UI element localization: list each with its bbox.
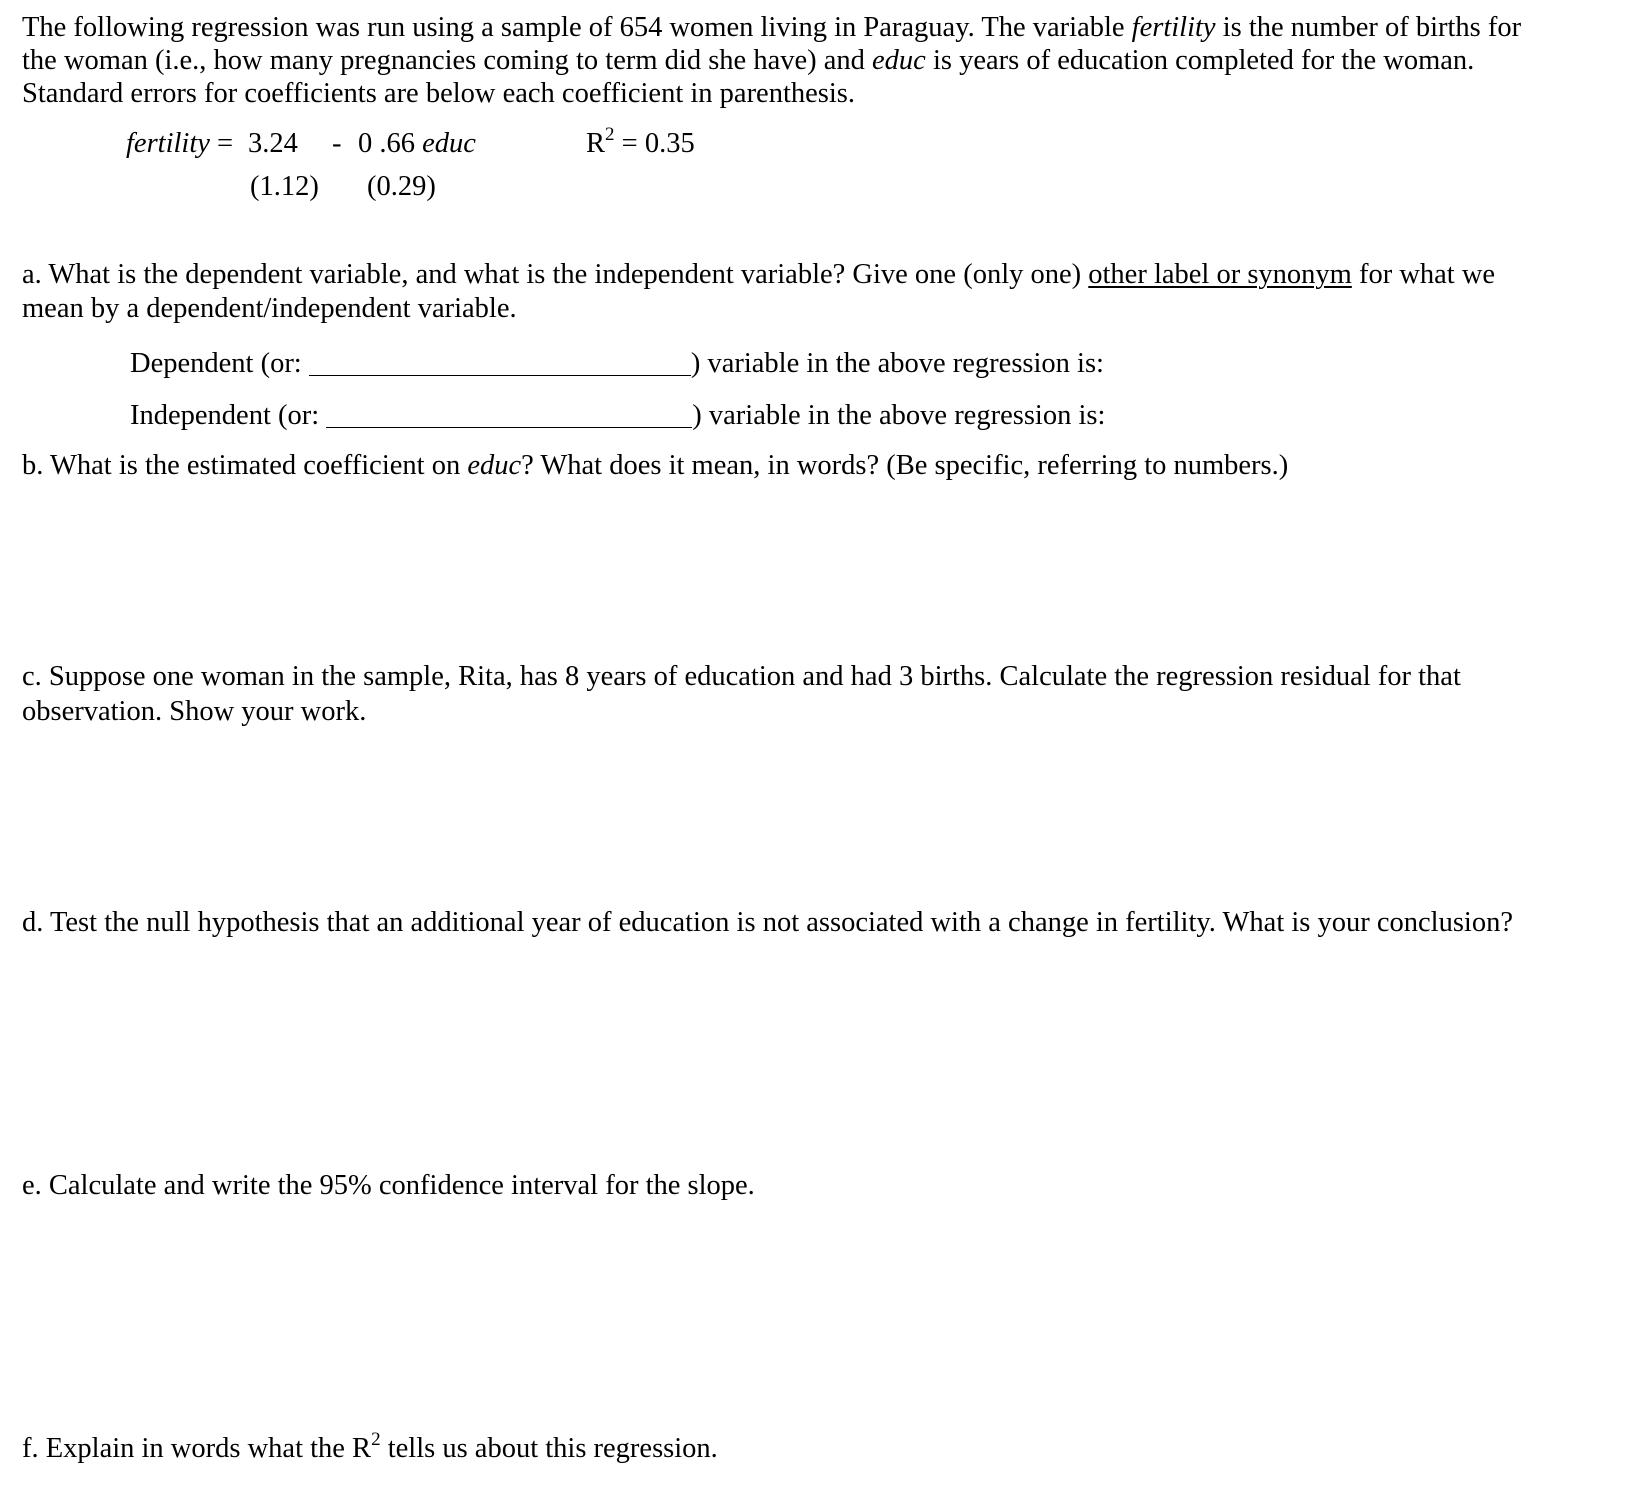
dependent-line: Dependent (or: ) variable in the above regression is: [130,348,1104,379]
question-d: d. Test the null hypothesis that an additional year of education is not associated with a change in fertility. What is your conclusion? [22,907,1513,938]
equation-r-squared: $R^2 = 0.35$ [586,123,695,159]
equation-intercept: 3.24 [248,128,298,159]
question-a-line-2: mean by a dependent/independent variable. [22,293,517,324]
independent-line: Independent (or: ) variable in the above regression is: [130,400,1106,431]
dependent-blank[interactable] [309,349,691,376]
question-f: f. Explain in words what the $R^2$ tells us about this regression. [22,1428,718,1464]
question-a-line-1: a. What is the dependent variable, and what is the independent variable? Give one (only one) other label or synonym for what we [22,259,1496,290]
equation-slope: 0 .66 educ [358,128,476,159]
question-e: e. Calculate and write the 95% confidence interval for the slope. [22,1170,755,1201]
equation-se-intercept: (1.12) [250,171,319,202]
equation-lhs: fertility = [126,128,234,159]
independent-blank[interactable] [326,401,692,428]
equation-se-slope: (0.29) [367,171,436,202]
question-c-line-1: c. Suppose one woman in the sample, Rita, has 8 years of education and had 3 births. Calculate the regression residual for that [22,661,1461,692]
question-c-line-2: observation. Show your work. [22,696,367,727]
intro-line-2: the woman (i.e., how many pregnancies coming to term did she have) and educ is years of education completed for the woman. [22,45,1475,76]
equation-minus: - [332,128,342,159]
intro-line-1: The following regression was run using a sample of 654 women living in Paraguay. The variable fertility is the number of births for [22,12,1522,43]
question-b: b. What is the estimated coefficient on educ? What does it mean, in words? (Be specific, referring to numbers.) [22,450,1289,481]
intro-line-3: Standard errors for coefficients are below each coefficient in parenthesis. [22,78,855,109]
